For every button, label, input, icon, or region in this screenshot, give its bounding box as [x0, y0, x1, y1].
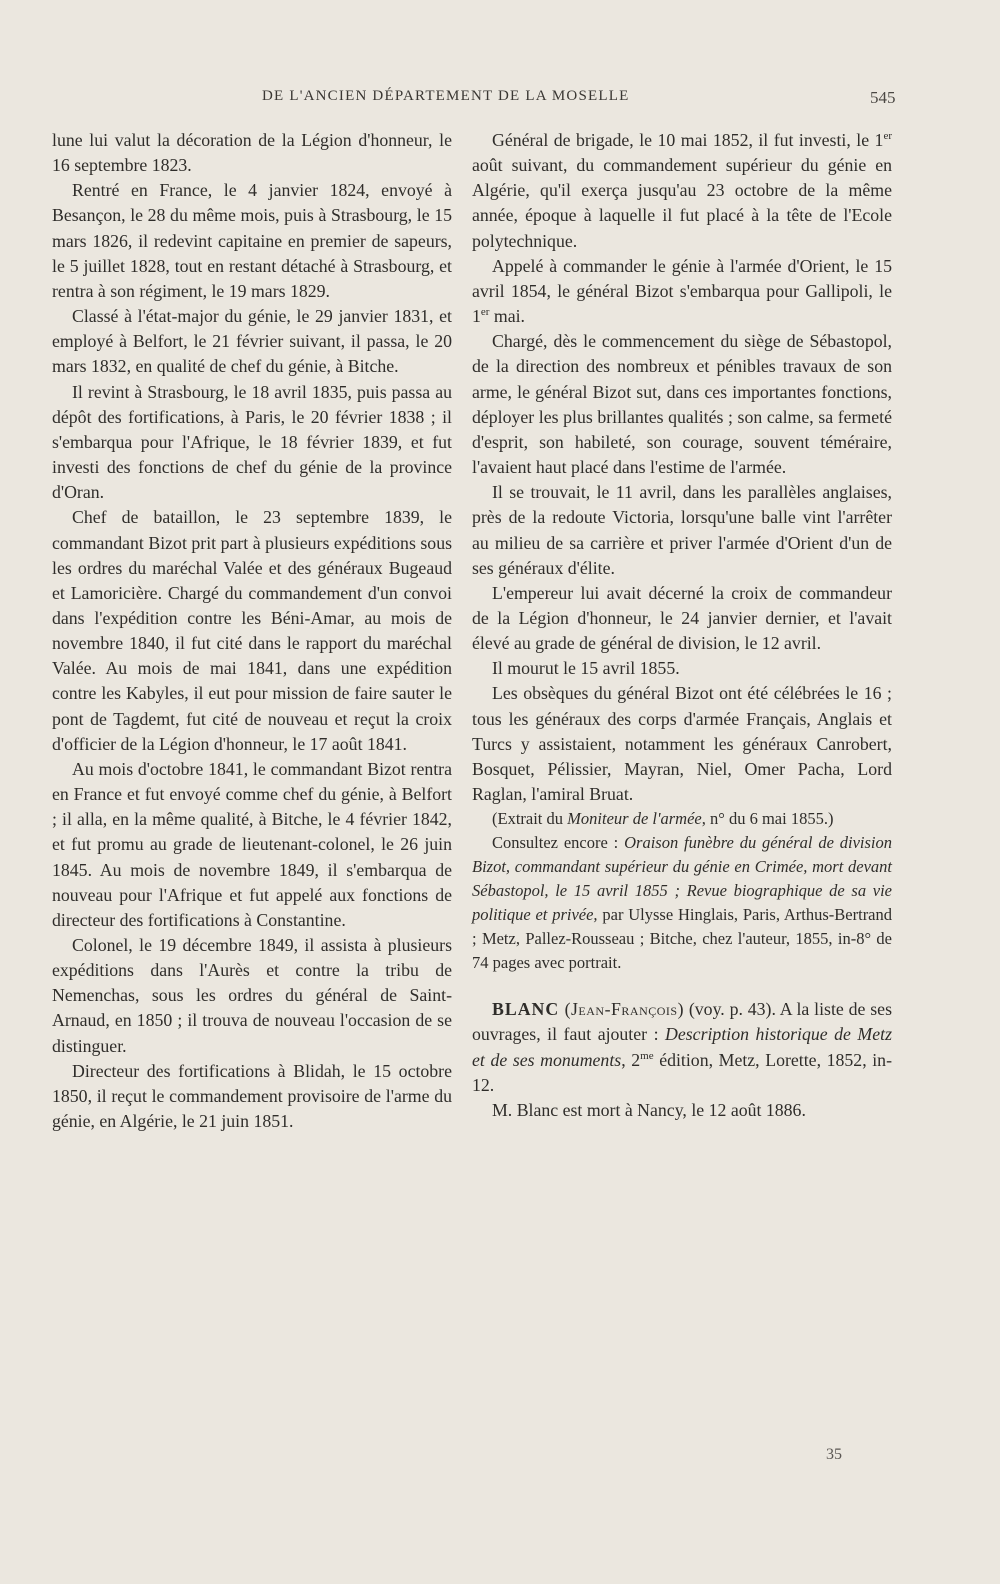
work-title: Description historique de Metz et de ses monuments — [472, 1024, 892, 1070]
page-number: 545 — [870, 88, 896, 107]
entry-given-name: (Jean-François) — [559, 999, 685, 1020]
text-run: , 2 — [621, 1049, 641, 1070]
text-run: mai. — [489, 306, 525, 327]
superscript: me — [640, 1049, 654, 1062]
text-run: (Extrait du — [492, 809, 568, 829]
text-run: édition, Metz, Lorette, 1852, in-12. — [472, 1049, 892, 1095]
superscript: er — [480, 306, 490, 319]
paragraph: Rentré en France, le 4 janvier 1824, envoyé à Besançon, le 28 du même mois, puis à Strasbourg, le 15 mars 1826, il redevint capitaine en premier de sapeurs, le 5 juillet 1828, tout en restant détaché à Strasbourg, et rentra à son régiment, le 19 mars 1829. — [52, 180, 452, 301]
consult-title: Oraison funèbre du général de division Bizot, commandant supérieur du génie en Crimée, mort devant Sébastopol, le 15 avril 1855 ; Revue biographique de sa vie politique et privée, — [472, 833, 892, 925]
paragraph — [472, 128, 892, 254]
right-column — [472, 128, 892, 1123]
consult-note — [472, 831, 892, 975]
paragraph: Chargé, dès le commencement du siège de Sébastopol, de la direction des nombreux et pénibles travaux de son arme, le général Bizot sut, dans ces importantes fonctions, déployer les plus brillantes qualités ; son calme, sa fermeté d'esprit, son habileté, son courage, souvent téméraire, l'avaient haut placé dans l'estime de l'armée. — [472, 331, 892, 478]
left-column — [52, 128, 452, 1134]
entry-blanc — [472, 997, 892, 1098]
text-run: Général de brigade, le 10 mai 1852, il fut investi, le 1 — [492, 130, 884, 150]
printer-signature: 35 — [826, 1446, 842, 1463]
paragraph: Au mois d'octobre 1841, le commandant Bizot rentra en France et fut envoyé comme chef du génie, à Belfort ; il alla, en la même qualité, à Bitche, le 4 février 1842, et fut promu au grade de lieutenant-colonel, le 26 juin 1845. Au mois de novembre 1849, il s'embarqua de nouveau pour l'Afrique et fut appelé aux fonctions de directeur des fortifications à Constantine. — [52, 758, 452, 930]
citation-title: Moniteur de l'armée — [567, 809, 702, 829]
paragraph: M. Blanc est mort à Nancy, le 12 août 1886. — [492, 1099, 806, 1120]
paragraph — [472, 254, 892, 329]
paragraph: Directeur des fortifications à Blidah, le 15 octobre 1850, il reçut le commandement provisoire de l'arme du génie, en Algérie, le 21 juin 1851. — [52, 1060, 452, 1132]
paragraph: Classé à l'état-major du génie, le 29 janvier 1831, et employé à Belfort, le 21 février suivant, il passa, le 20 mars 1832, en qualité de chef du génie, à Bitche. — [52, 306, 452, 377]
paragraph: Il mourut le 15 avril 1855. — [492, 658, 680, 679]
paragraph: Colonel, le 19 décembre 1849, il assista à plusieurs expéditions dans l'Aurès et contre la tribu de Nemenchas, sous les ordres du général de Saint-Arnaud, en 1850 ; il trouva de nouveau l'occasion de se distinguer. — [52, 935, 452, 1056]
paragraph: Les obsèques du général Bizot ont été célébrées le 16 ; tous les généraux des corps d'armée Français, Anglais et Turcs y assistaient, notamment les généraux Canrobert, Bosquet, Pélissier, Mayran, Niel, Omer Pacha, Lord Raglan, l'amiral Bruat. — [472, 683, 892, 805]
entry-name: BLANC — [492, 999, 560, 1020]
text-run: Consultez encore : — [492, 833, 625, 853]
text-run: , n° du 6 mai 1855.) — [701, 809, 834, 829]
paragraph: lune lui valut la décoration de la Légion d'honneur, le 16 septembre 1823. — [52, 130, 452, 176]
superscript: er — [883, 130, 892, 143]
text-run: août suivant, du commandement supérieur du génie en Algérie, qu'il exerça jusqu'au 23 octobre de la même année, époque à laquelle il fut placé à la tête de l'Ecole polytechnique. — [472, 155, 892, 251]
section-gap — [472, 975, 892, 997]
paragraph: Il revint à Strasbourg, le 18 avril 1835, puis passa au dépôt des fortifications, à Paris, le 20 février 1838 ; il s'embarqua pour l'Afrique, le 18 février 1839, et fut investi des fonctions de chef du génie de la province d'Oran. — [52, 381, 452, 503]
running-title: DE L'ANCIEN DÉPARTEMENT DE LA MOSELLE — [262, 88, 630, 104]
source-citation — [472, 807, 892, 831]
paragraph: Il se trouvait, le 11 avril, dans les parallèles anglaises, près de la redoute Victoria, lorsqu'une balle vint l'arrêter au milieu de sa carrière et priver l'armée d'Orient d'un de ses généraux d'élite. — [472, 482, 892, 578]
text-run: par Ulysse Hinglais, Paris, Arthus-Bertrand ; Metz, Pallez-Rousseau ; Bitche, chez l'auteur, 1855, in-8° de 74 pages avec portrait. — [472, 905, 893, 973]
paragraph: Chef de bataillon, le 23 septembre 1839, le commandant Bizot prit part à plusieurs expéditions sous les ordres du maréchal Valée et des généraux Bugeaud et Lamoricière. Chargé du commandement d'un convoi dans l'expédition contre les Béni-Amar, au mois de novembre 1840, il fut cité dans le rapport du maréchal Valée. Au mois de mai 1841, dans une expédition contre les Kabyles, il eut pour mission de faire sauter le pont de Tagdemt, fut cité de nouveau et reçut la croix d'officier de la Légion d'honneur, le 17 août 1841. — [52, 507, 452, 754]
running-header — [0, 88, 1000, 112]
paragraph: L'empereur lui avait décerné la croix de commandeur de la Légion d'honneur, le 24 janvier dernier, et l'avait élevé au grade de général de division, le 12 avril. — [472, 582, 892, 654]
text-run: Appelé à commander le génie à l'armée d'Orient, le 15 avril 1854, le général Bizot s'embarqua pour Gallipoli, le 1 — [472, 255, 892, 327]
text-run: (voy. p. 43). A la liste de ses ouvrages, il faut ajouter : — [472, 999, 892, 1045]
